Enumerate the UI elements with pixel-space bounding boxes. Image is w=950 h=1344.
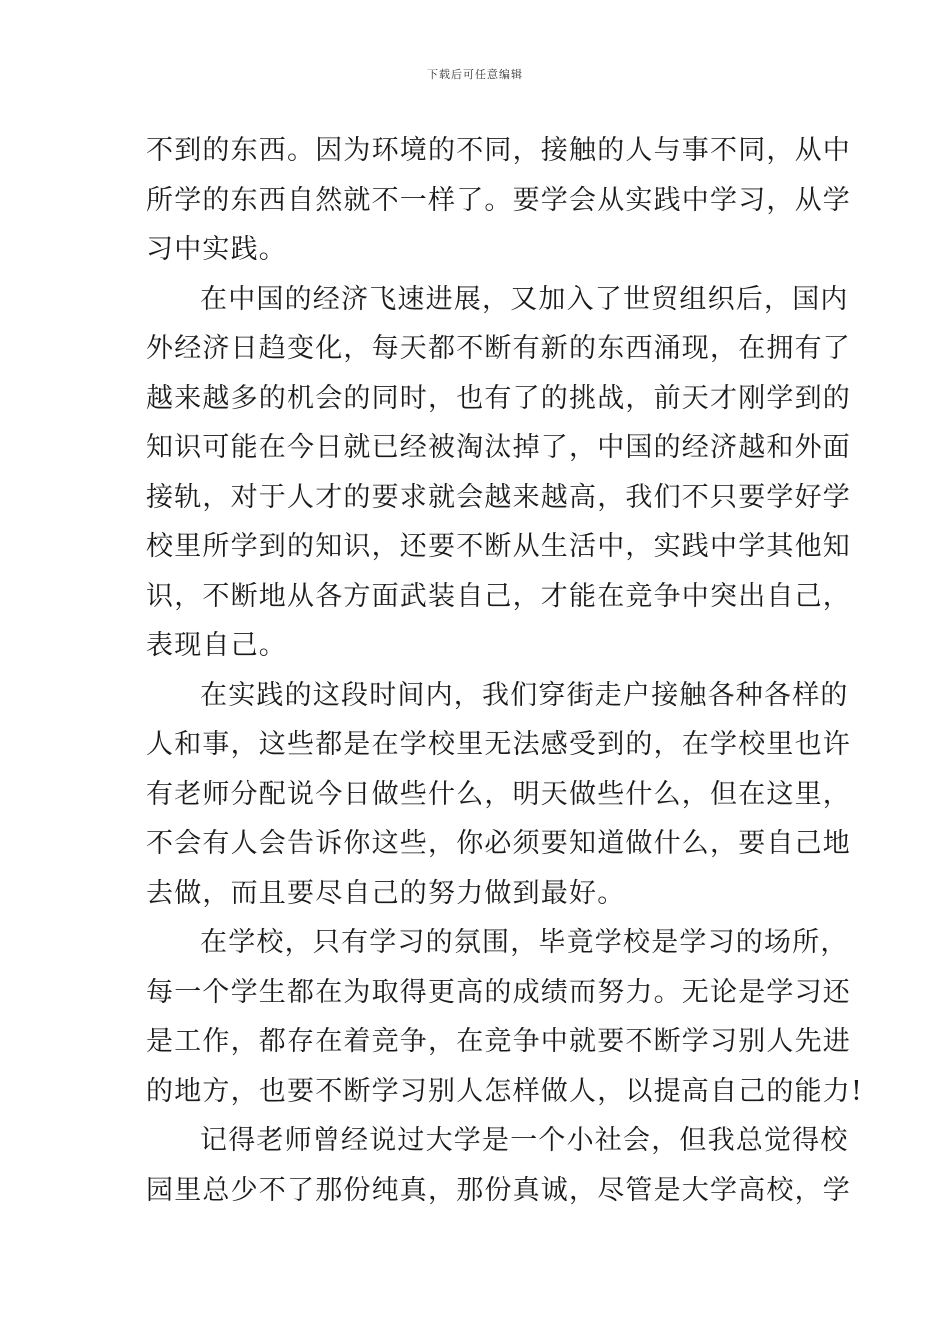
text-line: 外经济日趋变化，每天都不断有新的东西涌现，在拥有了	[146, 333, 851, 364]
document-body	[146, 126, 864, 1215]
paragraph	[146, 671, 851, 919]
text-line: 识，不断地从各方面武装自己，才能在竞争中突出自己，	[146, 580, 851, 612]
text-line: 知识可能在今日就已经被淘汰掉了，中国的经济越和外面	[146, 432, 851, 463]
text-line: 所学的东西自然就不一样了。要学会从实践中学习，从学	[146, 184, 851, 216]
paragraph	[146, 1116, 851, 1215]
text-line: 每一个学生都在为取得更高的成绩而努力。无论是学习还	[146, 976, 851, 1008]
paragraph	[146, 126, 851, 275]
page-header: 下载后可任意编辑	[427, 68, 523, 81]
text-line: 接轨，对于人才的要求就会越来越高，我们不只要学好学	[146, 481, 851, 513]
text-line: 的地方，也要不断学习别人怎样做人，以提高自己的能力!	[146, 1075, 864, 1107]
text-line: 记得老师曾经说过大学是一个小社会，但我总觉得校	[200, 1125, 849, 1156]
text-line: 越来越多的机会的同时，也有了的挑战，前天才刚学到的	[146, 382, 851, 414]
paragraph	[146, 275, 851, 671]
text-line: 不到的东西。因为环境的不同，接触的人与事不同，从中	[146, 135, 851, 166]
text-line: 是工作，都存在着竞争，在竞争中就要不断学习别人先进	[146, 1026, 851, 1057]
text-line: 校里所学到的知识，还要不断从生活中，实践中学其他知	[146, 531, 851, 562]
text-line: 园里总少不了那份纯真，那份真诚，尽管是大学高校，学	[146, 1174, 851, 1206]
paragraph	[146, 918, 864, 1116]
text-line: 表现自己。	[146, 630, 287, 661]
text-line: 人和事，这些都是在学校里无法感受到的，在学校里也许	[146, 729, 851, 760]
text-line: 有老师分配说今日做些什么，明天做些什么，但在这里，	[146, 778, 851, 810]
text-line: 去做，而且要尽自己的努力做到最好。	[146, 877, 626, 909]
text-line: 习中实践。	[146, 234, 287, 265]
text-line: 在实践的这段时间内，我们穿街走户接触各种各样的	[200, 679, 849, 711]
text-line: 在学校，只有学习的氛围，毕竟学校是学习的场所，	[200, 927, 849, 958]
text-line: 在中国的经济飞速进展，又加入了世贸组织后，国内	[200, 283, 849, 315]
text-line: 不会有人会告诉你这些，你必须要知道做什么，要自己地	[146, 828, 851, 859]
